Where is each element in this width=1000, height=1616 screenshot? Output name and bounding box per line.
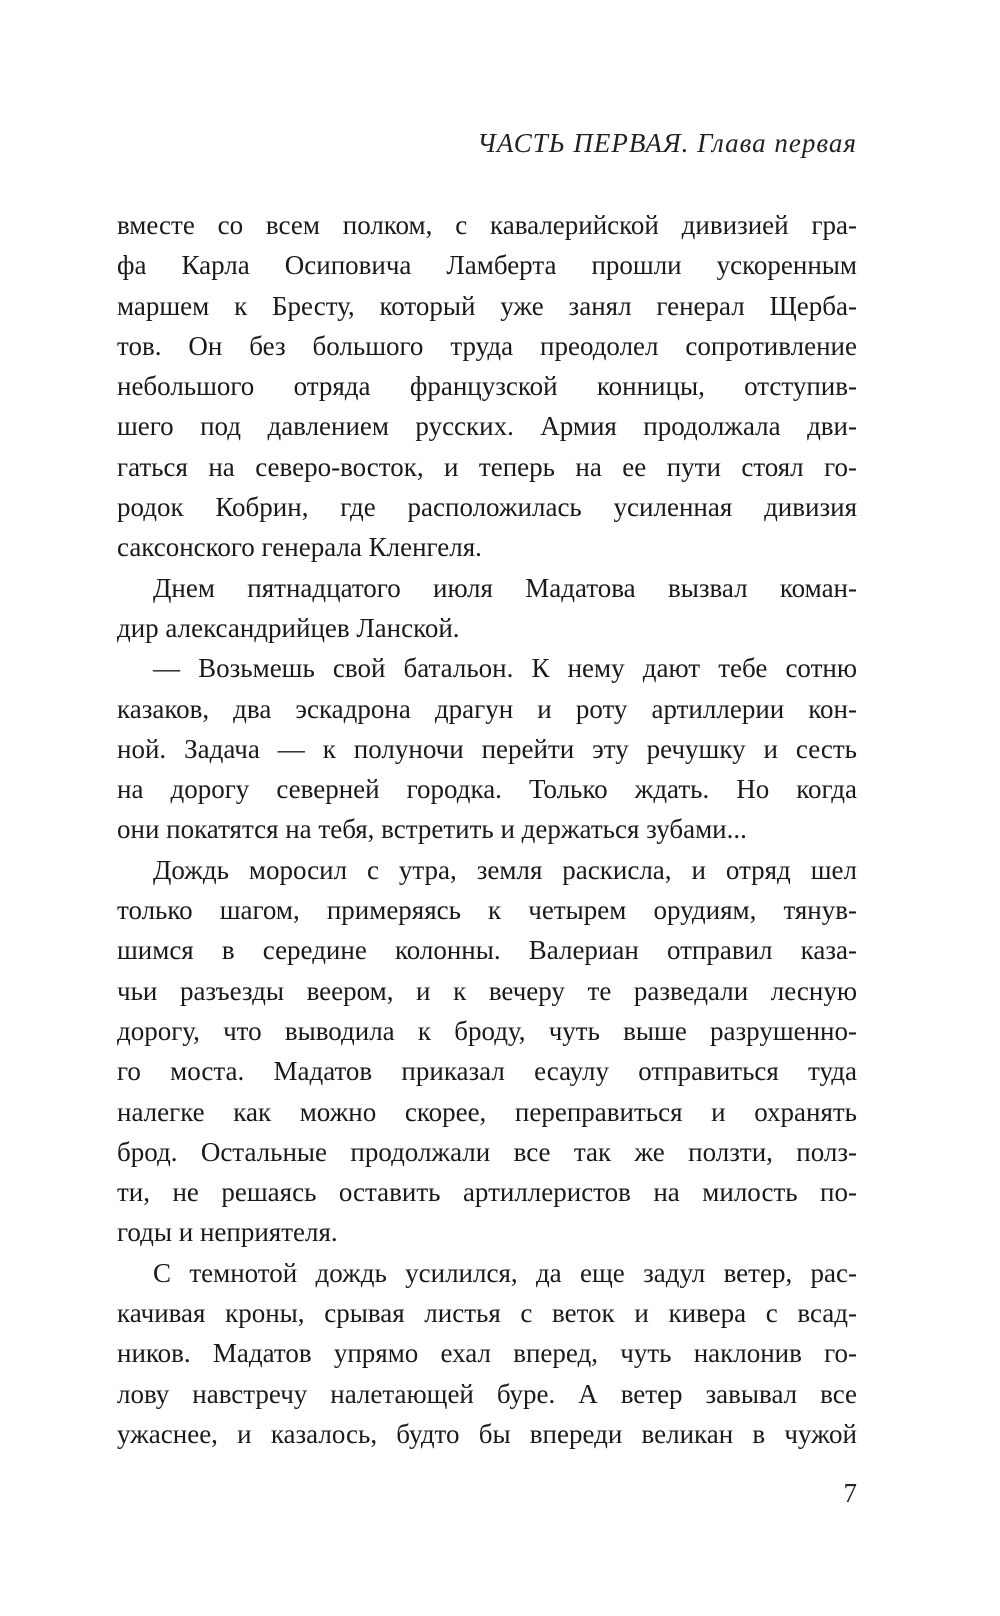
text-line: саксонского генерала Кленгеля. xyxy=(117,532,482,563)
body-text xyxy=(117,205,857,1454)
text-line: маршем к Бресту, который уже занял генерал Щерба- xyxy=(117,290,857,321)
text-line: шимся в середине колонны. Валериан отправил каза- xyxy=(117,935,857,966)
text-line: казаков, два эскадрона драгун и роту артиллерии кон- xyxy=(117,693,857,724)
text-line: родок Кобрин, где расположилась усиленная дивизия xyxy=(117,492,857,523)
text-line: ной. Задача — к полуночи перейти эту речушку и сесть xyxy=(117,733,857,764)
text-line: Днем пятнадцатого июля Мадатова вызвал коман- xyxy=(153,572,857,603)
text-line: лову навстречу налетающей буре. А ветер завывал все xyxy=(117,1378,857,1409)
text-line: фа Карла Осиповича Ламберта прошли ускоренным xyxy=(117,250,857,281)
text-line: гаться на северо-восток, и теперь на ее пути стоял го- xyxy=(117,451,857,482)
text-line: дорогу, что выводила к броду, чуть выше разрушенно- xyxy=(117,1015,857,1046)
text-line: Дождь моросил с утра, земля раскисла, и отряд шел xyxy=(153,854,857,885)
text-line: они покатятся на тебя, встретить и держаться зубами... xyxy=(117,814,747,845)
text-line: вместе со всем полком, с кавалерийской дивизией гра- xyxy=(117,210,857,240)
text-line: тов. Он без большого труда преодолел сопротивление xyxy=(117,330,857,361)
text-line: чьи разъезды веером, и к вечеру те разведали лесную xyxy=(117,975,857,1006)
text-line: небольшого отряда французской конницы, отступив- xyxy=(117,371,857,402)
text-line: ти, не решаясь оставить артиллеристов на милость по- xyxy=(117,1177,857,1208)
text-line: брод. Остальные продолжали все так же ползти, полз- xyxy=(117,1136,857,1167)
page-number: 7 xyxy=(843,1478,857,1508)
text-line: дир александрийцев Ланской. xyxy=(117,612,460,643)
text-line: ужаснее, и казалось, будто бы впереди великан в чужой xyxy=(117,1418,857,1449)
text-line: годы и неприятеля. xyxy=(117,1217,338,1248)
text-line: налегке как можно скорее, переправиться и охранять xyxy=(117,1096,857,1127)
running-head: ЧАСТЬ ПЕРВАЯ. Глава первая xyxy=(477,128,857,158)
text-line: ников. Мадатов упрямо ехал вперед, чуть наклонив го- xyxy=(117,1338,857,1369)
text-line: С темнотой дождь усилился, да еще задул ветер, рас- xyxy=(153,1257,857,1288)
text-line: на дорогу северней городка. Только ждать. Но когда xyxy=(117,774,857,805)
text-line: качивая кроны, срывая листья с веток и кивера с всад- xyxy=(117,1298,857,1329)
text-line: только шагом, примеряясь к четырем орудиям, тянув- xyxy=(117,895,857,926)
text-line: го моста. Мадатов приказал есаулу отправиться туда xyxy=(117,1056,857,1087)
text-line: — Возьмешь свой батальон. К нему дают тебе сотню xyxy=(153,653,857,684)
text-line: шего под давлением русских. Армия продолжала дви- xyxy=(117,411,857,442)
